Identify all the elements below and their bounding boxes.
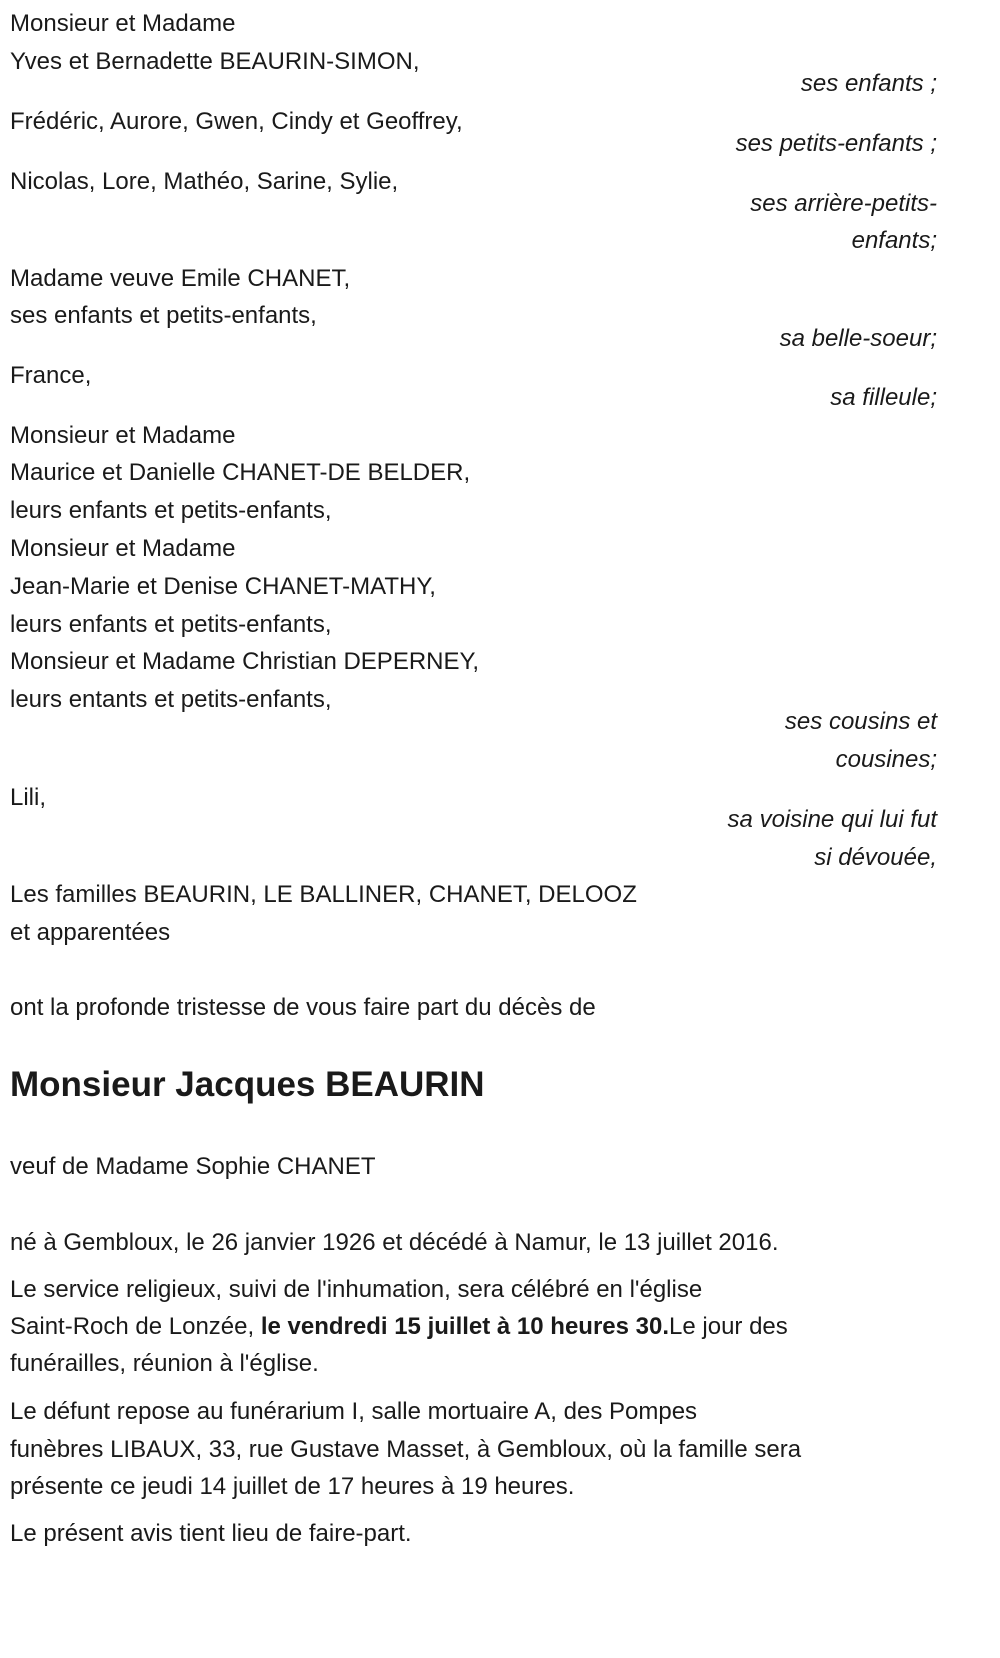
birth-death: né à Gembloux, le 26 janvier 1926 et décédé à Namur, le 13 juillet 2016. bbox=[10, 1229, 779, 1256]
family-line: Lili, bbox=[10, 784, 47, 811]
widower-of: veuf de Madame Sophie CHANET bbox=[10, 1153, 376, 1180]
service-place: Saint-Roch de Lonzée, bbox=[10, 1313, 261, 1340]
family-line: leurs enfants et petits-enfants, bbox=[10, 497, 332, 524]
relation-label: sa voisine qui lui fut bbox=[727, 806, 937, 833]
family-line: Monsieur et Madame bbox=[10, 422, 236, 449]
family-line: ses enfants et petits-enfants, bbox=[10, 302, 317, 329]
family-line: Yves et Bernadette BEAURIN-SIMON, bbox=[10, 48, 420, 75]
family-line: Les familles BEAURIN, LE BALLINER, CHANET, DELOOZ bbox=[10, 881, 637, 908]
relation-label: cousines; bbox=[835, 746, 937, 773]
family-line: Frédéric, Aurore, Gwen, Cindy et Geoffrey, bbox=[10, 108, 463, 135]
family-line: Monsieur et Madame Christian DEPERNEY, bbox=[10, 648, 480, 675]
service-date: le vendredi 15 juillet à 10 heures 30. bbox=[260, 1313, 670, 1340]
closing-note: Le présent avis tient lieu de faire-part. bbox=[10, 1520, 412, 1547]
repose-line: funèbres LIBAUX, 33, rue Gustave Masset, à Gembloux, où la famille sera bbox=[10, 1436, 802, 1463]
repose-line: présente ce jeudi 14 juillet de 17 heures à 19 heures. bbox=[10, 1473, 575, 1500]
service-line bbox=[10, 1308, 788, 1346]
service-line: Le service religieux, suivi de l'inhumation, sera célébré en l'église bbox=[10, 1276, 703, 1303]
service-note: Le jour des bbox=[669, 1313, 788, 1340]
deceased-name: Monsieur Jacques BEAURIN bbox=[10, 1065, 485, 1104]
family-line: Nicolas, Lore, Mathéo, Sarine, Sylie, bbox=[10, 168, 399, 195]
family-line: leurs enfants et petits-enfants, bbox=[10, 611, 332, 638]
relation-label: ses petits-enfants ; bbox=[735, 130, 937, 157]
family-line: Monsieur et Madame bbox=[10, 10, 236, 37]
family-line: France, bbox=[10, 362, 92, 389]
relation-label: ses enfants ; bbox=[800, 70, 937, 97]
family-line: Maurice et Danielle CHANET-DE BELDER, bbox=[10, 459, 471, 486]
relation-label: sa filleule; bbox=[830, 384, 937, 411]
relation-label: ses arrière-petits- bbox=[750, 190, 937, 217]
relation-label: sa belle-soeur; bbox=[779, 325, 937, 352]
announcement: ont la profonde tristesse de vous faire part du décès de bbox=[10, 994, 596, 1021]
family-line: leurs entants et petits-enfants, bbox=[10, 686, 332, 713]
family-line: Monsieur et Madame bbox=[10, 535, 236, 562]
repose-line: Le défunt repose au funérarium I, salle mortuaire A, des Pompes bbox=[10, 1398, 698, 1425]
relation-label: ses cousins et bbox=[784, 708, 937, 735]
relation-label: si dévouée, bbox=[814, 844, 937, 871]
family-line: Jean-Marie et Denise CHANET-MATHY, bbox=[10, 573, 436, 600]
service-line: funérailles, réunion à l'église. bbox=[10, 1350, 319, 1377]
family-line: Madame veuve Emile CHANET, bbox=[10, 265, 351, 292]
family-line: et apparentées bbox=[10, 919, 171, 946]
relation-label: enfants; bbox=[851, 227, 937, 254]
